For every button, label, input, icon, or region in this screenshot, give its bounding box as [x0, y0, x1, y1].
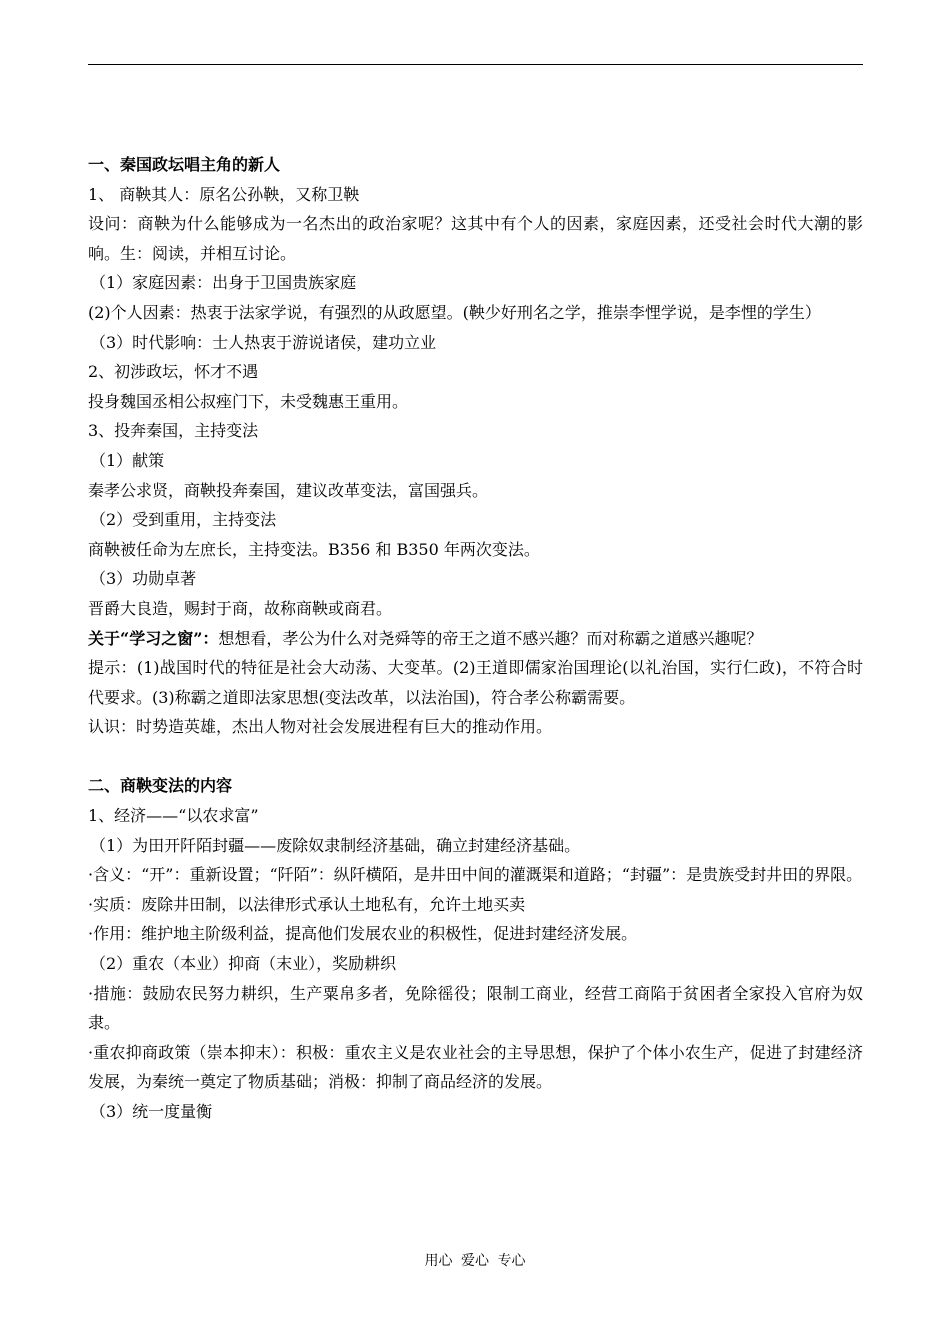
tips-paragraph: 提示：(1)战国时代的特征是社会大动荡、大变革。(2)王道即儒家治国理论(以礼治国，实行仁政)，不符合时代要求。(3)称霸之道即法家思想(变法改革，以法治国)，符合孝公称霸需要。: [88, 658, 863, 707]
paragraph: 3、投奔秦国，主持变法: [88, 421, 259, 441]
paragraph: 1、经济——“以农求富”: [88, 806, 259, 826]
spacer: [88, 742, 863, 772]
paragraph: ·含义：“开”：重新设置；“阡陌”：纵阡横陌，是井田中间的灌溉渠和道路；“封疆”：是贵族受封井田的界限。: [88, 865, 863, 885]
paragraph: ·作用：维护地主阶级利益，提高他们发展农业的积极性，促进封建经济发展。: [88, 924, 638, 944]
document-body: [88, 150, 863, 1127]
paragraph: （2）受到重用，主持变法: [90, 510, 277, 530]
insight-paragraph: 认识：时势造英雄，杰出人物对社会发展进程有巨大的推动作用。: [88, 717, 553, 737]
paragraph: (2)个人因素：热衷于法家学说，有强烈的从政愿望。(鞅少好刑名之学，推崇李悝学说，是李悝的学生）: [88, 302, 821, 322]
paragraph: 晋爵大良造，赐封于商，故称商鞅或商君。: [88, 598, 393, 618]
study-window-label: 关于“学习之窗”：: [88, 628, 219, 648]
paragraph: ·实质：废除井田制，以法律形式承认土地私有，允许土地买卖: [88, 894, 526, 914]
paragraph: （3）统一度量衡: [90, 1102, 213, 1121]
section-heading: 一、秦国政坛唱主角的新人: [88, 155, 281, 174]
paragraph: （1）家庭因素：出身于卫国贵族家庭: [90, 273, 357, 293]
paragraph: （3）时代影响：士人热衷于游说诸侯，建功立业: [90, 332, 437, 352]
paragraph: 投身魏国丞相公叔痤门下，未受魏惠王重用。: [88, 391, 409, 411]
paragraph: （2）重农（本业）抑商（末业），奖励耕织: [90, 954, 397, 974]
paragraph: 设问：商鞅为什么能够成为一名杰出的政治家呢？这其中有个人的因素，家庭因素，还受社会时代大潮的影响。生：阅读，并相互讨论。: [88, 214, 863, 263]
paragraph: 1、 商鞅其人：原名公孙鞅，又称卫鞅: [88, 184, 360, 204]
paragraph: （3）功勋卓著: [90, 569, 197, 589]
header-rule: [88, 64, 863, 65]
paragraph: 商鞅被任命为左庶长，主持变法。B356 和 B350 年两次变法。: [88, 539, 540, 559]
paragraph: （1）献策: [90, 450, 165, 470]
paragraph: ·重农抑商政策（崇本抑末）：积极：重农主义是农业社会的主导思想，保护了个体小农生产，促进了封建经济发展，为秦统一奠定了物质基础；消极：抑制了商品经济的发展。: [88, 1042, 863, 1092]
paragraph: 秦孝公求贤，商鞅投奔秦国，建议改革变法，富国强兵。: [88, 480, 489, 500]
paragraph: （1）为田开阡陌封疆——废除奴隶制经济基础，确立封建经济基础。: [90, 835, 581, 855]
paragraph: ·措施：鼓励农民努力耕织，生产粟帛多者，免除徭役；限制工商业，经营工商陷于贫困者全家投入官府为奴隶。: [88, 983, 863, 1033]
study-window-text: 想想看，孝公为什么对尧舜等的帝王之道不感兴趣？而对称霸之道感兴趣呢？: [218, 628, 763, 648]
study-window-paragraph: [88, 624, 863, 654]
page-footer: 用心 爱心 专心: [424, 1253, 526, 1269]
paragraph: 2、初涉政坛，怀才不遇: [88, 362, 259, 382]
section-heading: 二、商鞅变法的内容: [88, 776, 233, 796]
